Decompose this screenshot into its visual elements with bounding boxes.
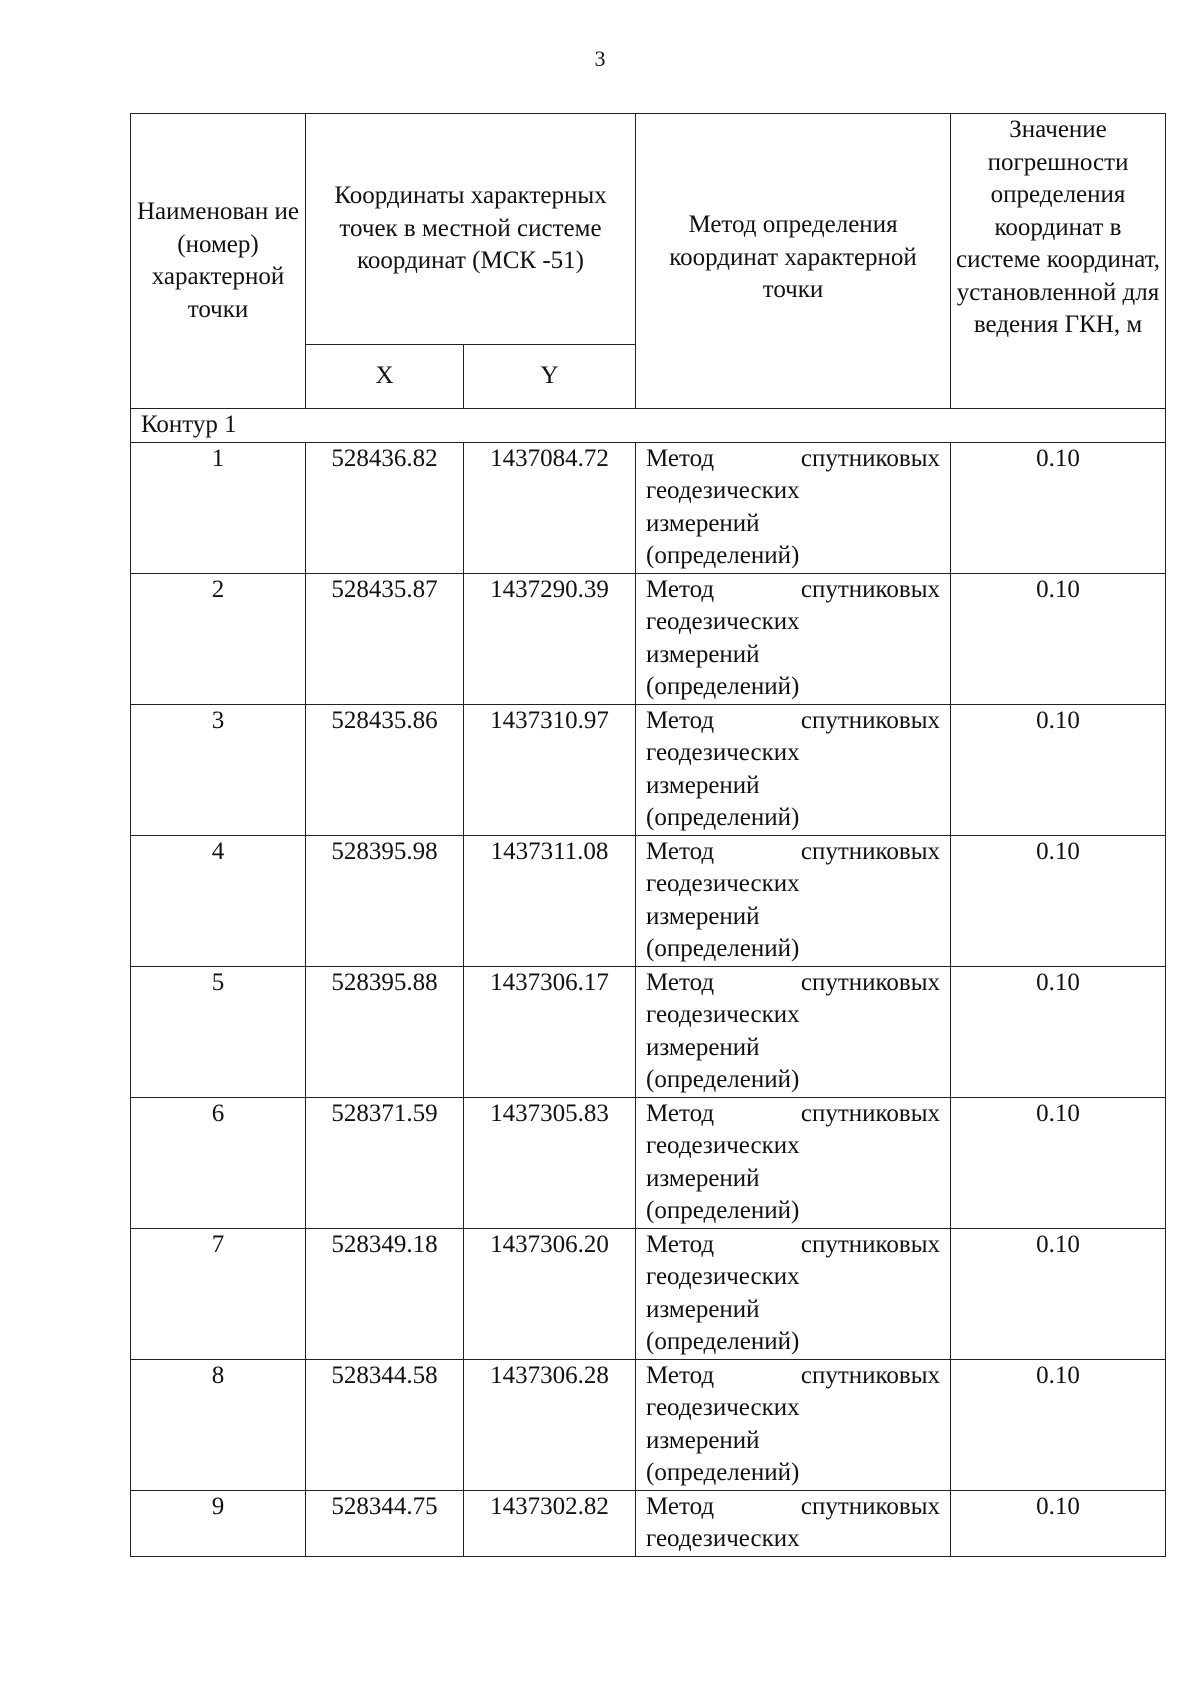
method-cell xyxy=(636,835,951,966)
method-cell xyxy=(636,966,951,1097)
method-line: (определений) xyxy=(646,1197,800,1224)
accuracy-value: 0.10 xyxy=(951,704,1166,835)
coordinate-y: 1437306.20 xyxy=(464,1228,636,1359)
table-row xyxy=(131,442,1166,573)
method-cell xyxy=(636,1359,951,1490)
coordinate-y: 1437306.17 xyxy=(464,966,636,1097)
coordinate-x: 528344.75 xyxy=(306,1490,464,1556)
method-first-line xyxy=(646,836,940,869)
method-first-line xyxy=(646,1360,940,1393)
method-word: спутниковых xyxy=(800,968,941,996)
method-line: геодезических xyxy=(646,1525,800,1552)
method-line: геодезических xyxy=(646,1132,800,1159)
method-first-line xyxy=(646,443,940,476)
table-row xyxy=(131,835,1166,966)
accuracy-value: 0.10 xyxy=(951,1359,1166,1490)
method-word: спутниковых xyxy=(800,575,941,603)
coordinate-y: 1437302.82 xyxy=(464,1490,636,1556)
method-line: геодезических xyxy=(646,1394,800,1421)
method-word: спутниковых xyxy=(800,837,941,865)
method-word: Метод xyxy=(646,575,715,603)
accuracy-value: 0.10 xyxy=(951,1097,1166,1228)
method-line: геодезических xyxy=(646,1263,800,1290)
coordinate-x: 528435.86 xyxy=(306,704,464,835)
point-number: 7 xyxy=(131,1228,306,1359)
coordinate-x: 528435.87 xyxy=(306,573,464,704)
coordinate-x: 528395.88 xyxy=(306,966,464,1097)
method-word: Метод xyxy=(646,1492,715,1520)
coordinate-y: 1437290.39 xyxy=(464,573,636,704)
point-number: 5 xyxy=(131,966,306,1097)
point-number: 8 xyxy=(131,1359,306,1490)
method-line: (определений) xyxy=(646,935,800,962)
coordinates-table xyxy=(130,113,1166,1557)
section-label: Контур 1 xyxy=(131,409,1166,443)
method-first-line xyxy=(646,967,940,1000)
coordinate-x: 528436.82 xyxy=(306,442,464,573)
coordinate-y: 1437084.72 xyxy=(464,442,636,573)
accuracy-value: 0.10 xyxy=(951,1228,1166,1359)
header-x: X xyxy=(306,345,464,409)
point-number: 9 xyxy=(131,1490,306,1556)
method-line: измерений xyxy=(646,1033,760,1061)
page-number: 3 xyxy=(594,46,606,71)
header-error: Значение погрешности определения координат в системе координат, установленной для ведения ГКН, м xyxy=(951,114,1166,409)
method-word: Метод xyxy=(646,444,715,472)
section-row xyxy=(131,409,1166,443)
method-word: Метод xyxy=(646,1230,715,1258)
method-line: (определений) xyxy=(646,1066,800,1093)
method-line: геодезических xyxy=(646,608,800,635)
method-line: геодезических xyxy=(646,739,800,766)
method-word: Метод xyxy=(646,837,715,865)
coordinate-x: 528344.58 xyxy=(306,1359,464,1490)
point-number: 6 xyxy=(131,1097,306,1228)
method-line: (определений) xyxy=(646,804,800,831)
method-cell xyxy=(636,573,951,704)
method-line: измерений xyxy=(646,771,760,799)
point-number: 1 xyxy=(131,442,306,573)
method-line: измерений xyxy=(646,640,760,668)
accuracy-value: 0.10 xyxy=(951,966,1166,1097)
method-first-line xyxy=(646,574,940,607)
method-word: спутниковых xyxy=(800,1099,941,1127)
coordinate-x: 528371.59 xyxy=(306,1097,464,1228)
method-line: геодезических xyxy=(646,1001,800,1028)
method-line: (определений) xyxy=(646,673,800,700)
coordinate-x: 528349.18 xyxy=(306,1228,464,1359)
method-first-line xyxy=(646,1229,940,1262)
method-word: Метод xyxy=(646,1099,715,1127)
coordinate-y: 1437306.28 xyxy=(464,1359,636,1490)
method-word: спутниковых xyxy=(800,1361,941,1389)
method-word: спутниковых xyxy=(800,706,941,734)
coordinate-y: 1437311.08 xyxy=(464,835,636,966)
table-row xyxy=(131,966,1166,1097)
method-cell xyxy=(636,1228,951,1359)
method-cell xyxy=(636,1097,951,1228)
header-coordinates: Координаты характерных точек в местной системе координат (МСК -51) xyxy=(306,114,636,345)
method-line: (определений) xyxy=(646,542,800,569)
accuracy-value: 0.10 xyxy=(951,573,1166,704)
table-row xyxy=(131,1359,1166,1490)
table-row xyxy=(131,1490,1166,1556)
method-word: Метод xyxy=(646,706,715,734)
table-row xyxy=(131,573,1166,704)
method-line: измерений xyxy=(646,1295,760,1323)
method-word: Метод xyxy=(646,968,715,996)
header-method: Метод определения координат характерной точки xyxy=(636,114,951,409)
accuracy-value: 0.10 xyxy=(951,835,1166,966)
method-first-line xyxy=(646,705,940,738)
method-line: (определений) xyxy=(646,1328,800,1355)
method-cell xyxy=(636,704,951,835)
coordinate-x: 528395.98 xyxy=(306,835,464,966)
coordinate-y: 1437310.97 xyxy=(464,704,636,835)
header-point-name: Наименован ие (номер) характерной точки xyxy=(131,114,306,409)
method-line: геодезических xyxy=(646,477,800,504)
header-y: Y xyxy=(464,345,636,409)
method-line: измерений xyxy=(646,509,760,537)
method-word: спутниковых xyxy=(800,1492,941,1520)
accuracy-value: 0.10 xyxy=(951,1490,1166,1556)
accuracy-value: 0.10 xyxy=(951,442,1166,573)
method-line: измерений xyxy=(646,1164,760,1192)
table-body xyxy=(131,409,1166,1557)
method-word: Метод xyxy=(646,1361,715,1389)
method-word: спутниковых xyxy=(800,444,941,472)
table-row xyxy=(131,704,1166,835)
method-first-line xyxy=(646,1491,940,1524)
table-header xyxy=(131,114,1166,409)
method-line: измерений xyxy=(646,902,760,930)
method-line: геодезических xyxy=(646,870,800,897)
method-first-line xyxy=(646,1098,940,1131)
point-number: 3 xyxy=(131,704,306,835)
coordinate-y: 1437305.83 xyxy=(464,1097,636,1228)
method-line: измерений xyxy=(646,1426,760,1454)
table-row xyxy=(131,1228,1166,1359)
point-number: 2 xyxy=(131,573,306,704)
method-cell xyxy=(636,1490,951,1556)
method-cell xyxy=(636,442,951,573)
method-line: (определений) xyxy=(646,1459,800,1486)
method-word: спутниковых xyxy=(800,1230,941,1258)
table-row xyxy=(131,1097,1166,1228)
point-number: 4 xyxy=(131,835,306,966)
